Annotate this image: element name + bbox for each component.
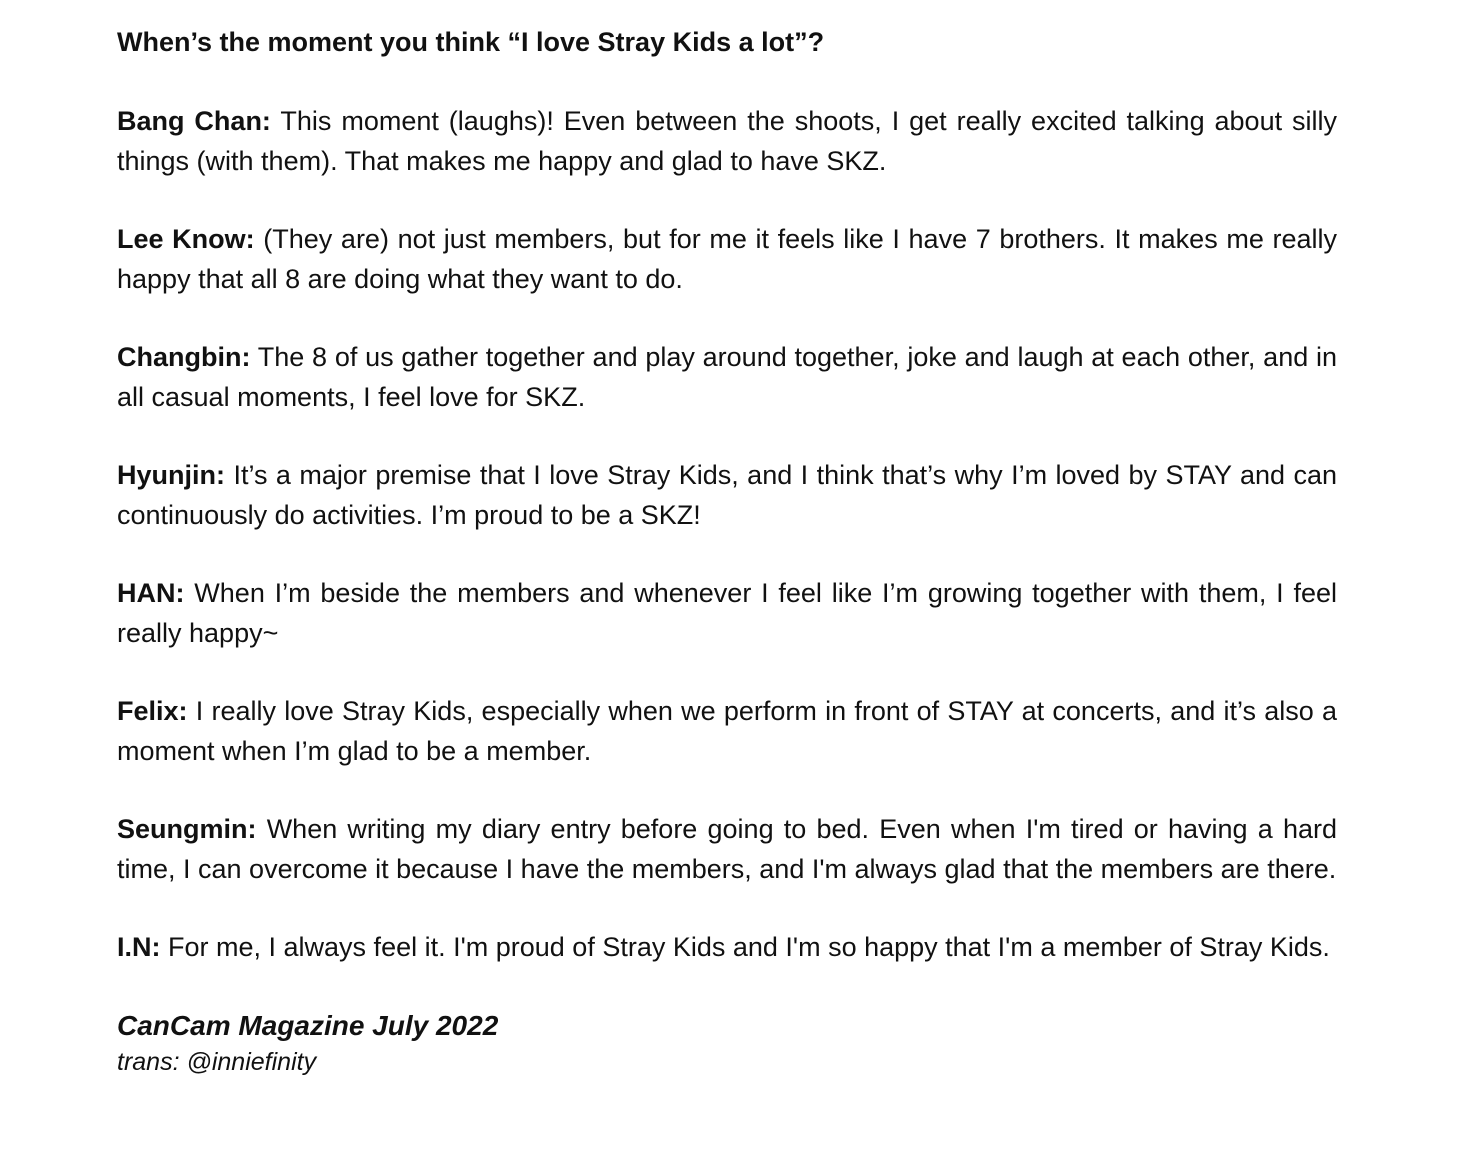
source-citation: CanCam Magazine July 2022 [117,1009,499,1041]
speaker-name: Felix: [117,696,188,726]
speaker-name: Bang Chan: [117,106,271,136]
speaker-name: Changbin: [117,342,251,372]
answer-text: This moment (laughs)! Even between the shoots, I get really excited talking about silly things (with them). That makes me happy and glad to have SKZ. [117,106,1338,176]
speaker-name: Hyunjin: [117,460,225,490]
speaker-name: HAN: [117,578,185,608]
answer-text: It’s a major premise that I love Stray Kids, and I think that’s why I’m loved by STAY and can continuously do activities. I’m proud to be a SKZ! [117,460,1337,530]
answer-text: (They are) not just members, but for me it feels like I have 7 brothers. It makes me really happy that all 8 are doing what they want to do. [117,224,1337,294]
speaker-name: Lee Know: [117,224,255,254]
answer-i-n [117,928,1337,968]
answer-text: When writing my diary entry before going to bed. Even when I'm tired or having a hard time, I can overcome it because I have the members, and I'm always glad that the members are there. [117,814,1337,884]
answer-hyunjin [117,456,1337,535]
translation-credit: trans: @inniefinity [117,1047,317,1076]
document-page [117,24,1337,1079]
answer-bang-chan [117,102,1337,181]
speaker-name: Seungmin: [117,814,257,844]
answer-han [117,574,1337,653]
answer-text: The 8 of us gather together and play around together, joke and laugh at each other, and in all casual moments, I feel love for SKZ. [117,342,1337,412]
answer-seungmin [117,810,1337,889]
answer-text: When I’m beside the members and whenever I feel like I’m growing together with them, I feel really happy~ [117,578,1337,648]
answer-text: I really love Stray Kids, especially when we perform in front of STAY at concerts, and it’s also a moment when I’m glad to be a member. [117,696,1337,766]
answer-felix [117,692,1337,771]
answer-changbin [117,338,1337,417]
answer-lee-know [117,220,1337,299]
answer-text: For me, I always feel it. I'm proud of Stray Kids and I'm so happy that I'm a member of Stray Kids. [168,932,1330,962]
question-heading: When’s the moment you think “I love Stray Kids a lot”? [117,27,825,57]
speaker-name: I.N: [117,932,161,962]
